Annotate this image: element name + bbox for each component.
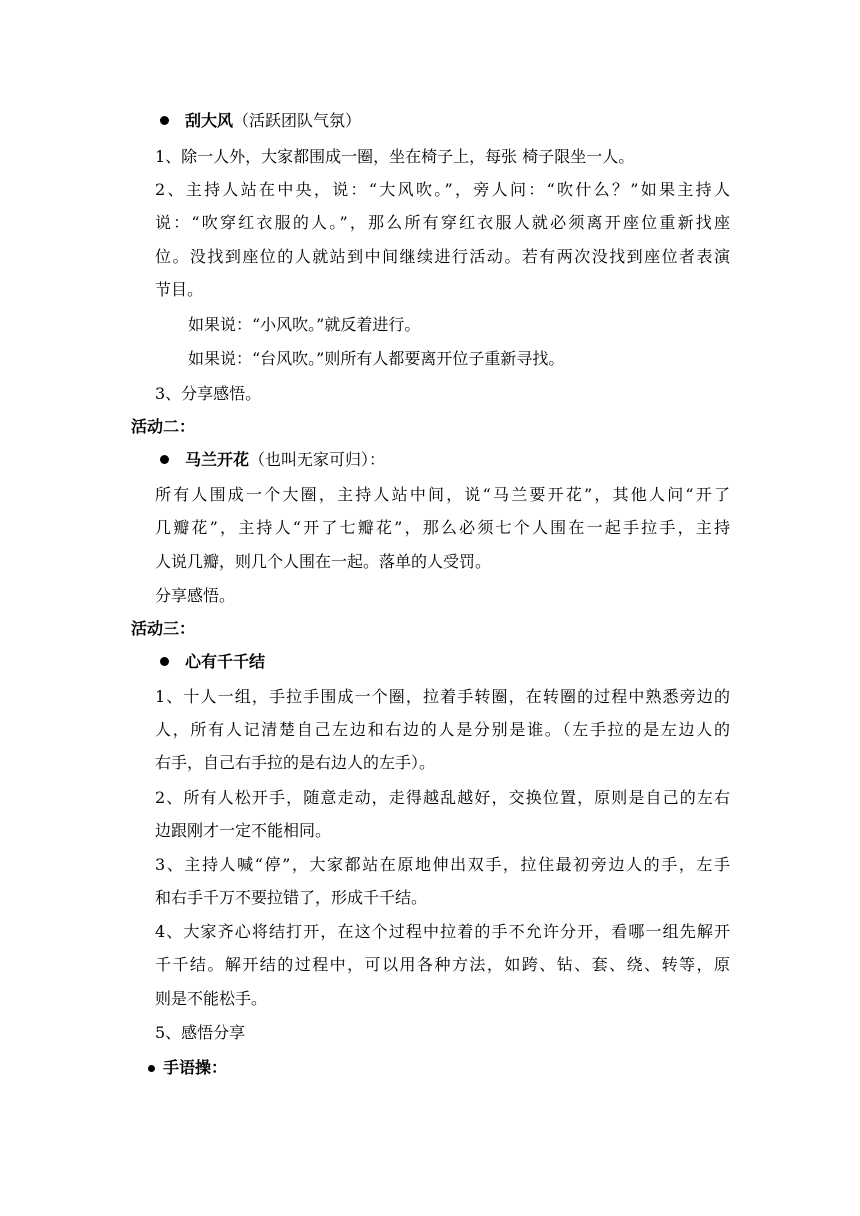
- paragraph-line: 说：“吹穿红衣服的人。”，那么所有穿红衣服人就必须离开座位重新找座: [155, 213, 730, 232]
- paragraph-line: 2、主持人站在中央，说：“大风吹。”，旁人问：“吹什么？”如果主持人: [155, 180, 730, 199]
- bullet-dot: [160, 657, 169, 666]
- paragraph-line: 人说几瓣，则几个人围在一起。落单的人受罚。: [155, 552, 492, 571]
- activity-title-line: [185, 449, 385, 471]
- activity-note: （活跃团队气氛）: [233, 111, 362, 130]
- section-heading: 活动三：: [131, 619, 196, 638]
- bullet-dot: [148, 1065, 155, 1072]
- paragraph-line: 几瓣花”，主持人“开了七瓣花”，那么必须七个人围在一起手拉手，主持: [155, 518, 730, 537]
- bullet-dot: [160, 116, 169, 125]
- activity-note: （也叫无家可归）：: [249, 450, 386, 469]
- paragraph-line: 边跟刚才一定不能相同。: [155, 821, 332, 840]
- paragraph-line: 3、分享感悟。: [155, 384, 262, 403]
- paragraph-line: 千千结。解开结的过程中，可以用各种方法，如跨、钻、套、绕、转等，原: [155, 955, 730, 974]
- paragraph-line: 1、除一人外，大家都围成一圈，坐在椅子上，每张 椅子限坐一人。: [155, 147, 635, 166]
- paragraph-line: 2、所有人松开手，随意走动，走得越乱越好，交换位置，原则是自己的左右: [155, 788, 730, 807]
- paragraph-line: 位。没找到座位的人就站到中间继续进行活动。若有两次没找到座位者表演: [155, 247, 730, 266]
- paragraph-line: 3、主持人喊“停”，大家都站在原地伸出双手，拉住最初旁边人的手，左手: [155, 855, 730, 874]
- activity-title: 心有千千结: [185, 652, 266, 671]
- paragraph-line: 5、感悟分享: [155, 1023, 246, 1042]
- paragraph-line: 1、十人一组，手拉手围成一个圈，拉着手转圈，在转圈的过程中熟悉旁边的: [155, 687, 730, 706]
- paragraph-line: 则是不能松手。: [155, 989, 268, 1008]
- paragraph-line: 人，所有人记清楚自己左边和右边的人是分别是谁。（左手拉的是左边人的: [155, 720, 730, 739]
- paragraph-line: 右手，自己右手拉的是右边人的左手）。: [155, 753, 436, 772]
- paragraph-line: 节目。: [155, 280, 204, 299]
- paragraph-line: 分享感悟。: [155, 586, 236, 605]
- activity-title: 手语操：: [163, 1058, 228, 1077]
- paragraph-line: 4、大家齐心将结打开，在这个过程中拉着的手不允许分开，看哪一组先解开: [155, 922, 730, 941]
- bullet-dot: [160, 455, 169, 464]
- activity-title: 马兰开花: [185, 450, 250, 469]
- section-heading: 活动二：: [131, 417, 196, 436]
- activity-title: 刮大风: [185, 111, 234, 130]
- paragraph-line: 所有人围成一个大圈，主持人站中间，说“马兰要开花”，其他人问“开了: [155, 485, 730, 504]
- paragraph-line: 如果说：“台风吹。”则所有人都要离开位子重新寻找。: [188, 349, 565, 368]
- paragraph-line: 如果说：“小风吹。”就反着进行。: [188, 315, 421, 334]
- activity-title-line: [185, 110, 361, 132]
- paragraph-line: 和右手千万不要拉错了，形成千千结。: [155, 888, 428, 907]
